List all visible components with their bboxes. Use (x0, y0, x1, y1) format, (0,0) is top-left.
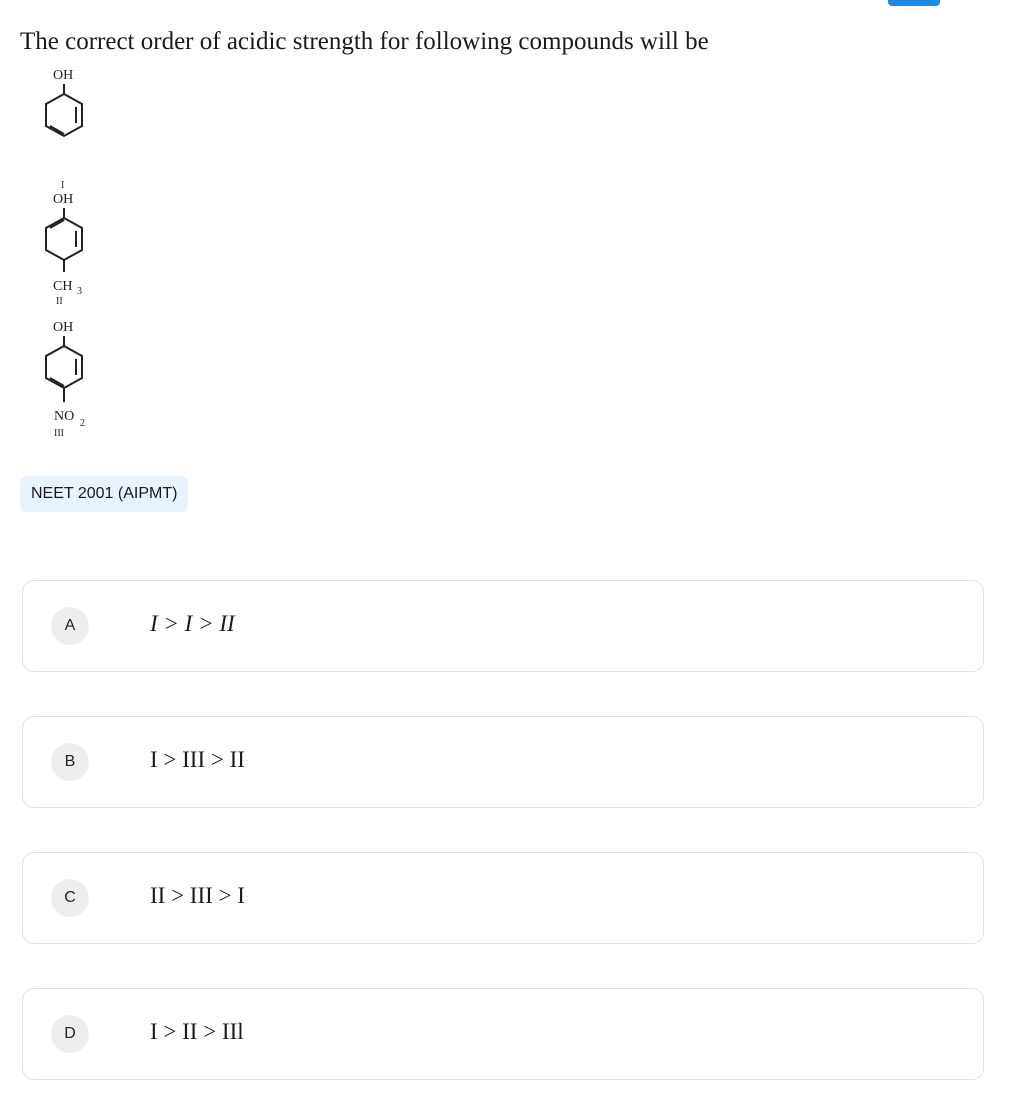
option-text: I > III > II (150, 747, 245, 772)
option-text: I > II > IIl (150, 1019, 244, 1044)
option-d[interactable] (22, 988, 984, 1080)
chemical-structures (20, 60, 160, 450)
struct-1-oh: OH (53, 68, 74, 83)
option-c[interactable] (22, 852, 984, 944)
option-letter-badge: D (51, 1015, 89, 1053)
question-text: The correct order of acidic strength for following compounds will be (20, 28, 709, 55)
option-b[interactable] (22, 716, 984, 808)
option-letter-badge: C (51, 879, 89, 917)
option-text: II > III > I (150, 883, 245, 908)
struct-3-oh: OH (53, 320, 74, 335)
struct-2-numeral: II (56, 296, 63, 307)
structure-p-cresol (46, 180, 82, 307)
structure-p-nitrophenol (46, 320, 85, 439)
option-text: I > I > II (150, 611, 235, 636)
struct-3-no2-sub: 2 (80, 418, 85, 429)
top-action-pill[interactable] (888, 0, 940, 6)
structure-phenol (46, 68, 82, 136)
struct-2-ch3: CH (53, 279, 73, 294)
struct-3-numeral: III (54, 428, 64, 439)
struct-3-no2: NO (54, 409, 75, 424)
option-letter-badge: B (51, 743, 89, 781)
struct-2-oh: OH (53, 192, 74, 207)
struct-2-numeral-above: I (61, 180, 65, 191)
option-letter-badge: A (51, 607, 89, 645)
struct-2-ch3-sub: 3 (77, 286, 82, 297)
option-a[interactable] (22, 580, 984, 672)
top-bar-cut (0, 0, 1024, 10)
exam-tag: NEET 2001 (AIPMT) (20, 476, 188, 512)
